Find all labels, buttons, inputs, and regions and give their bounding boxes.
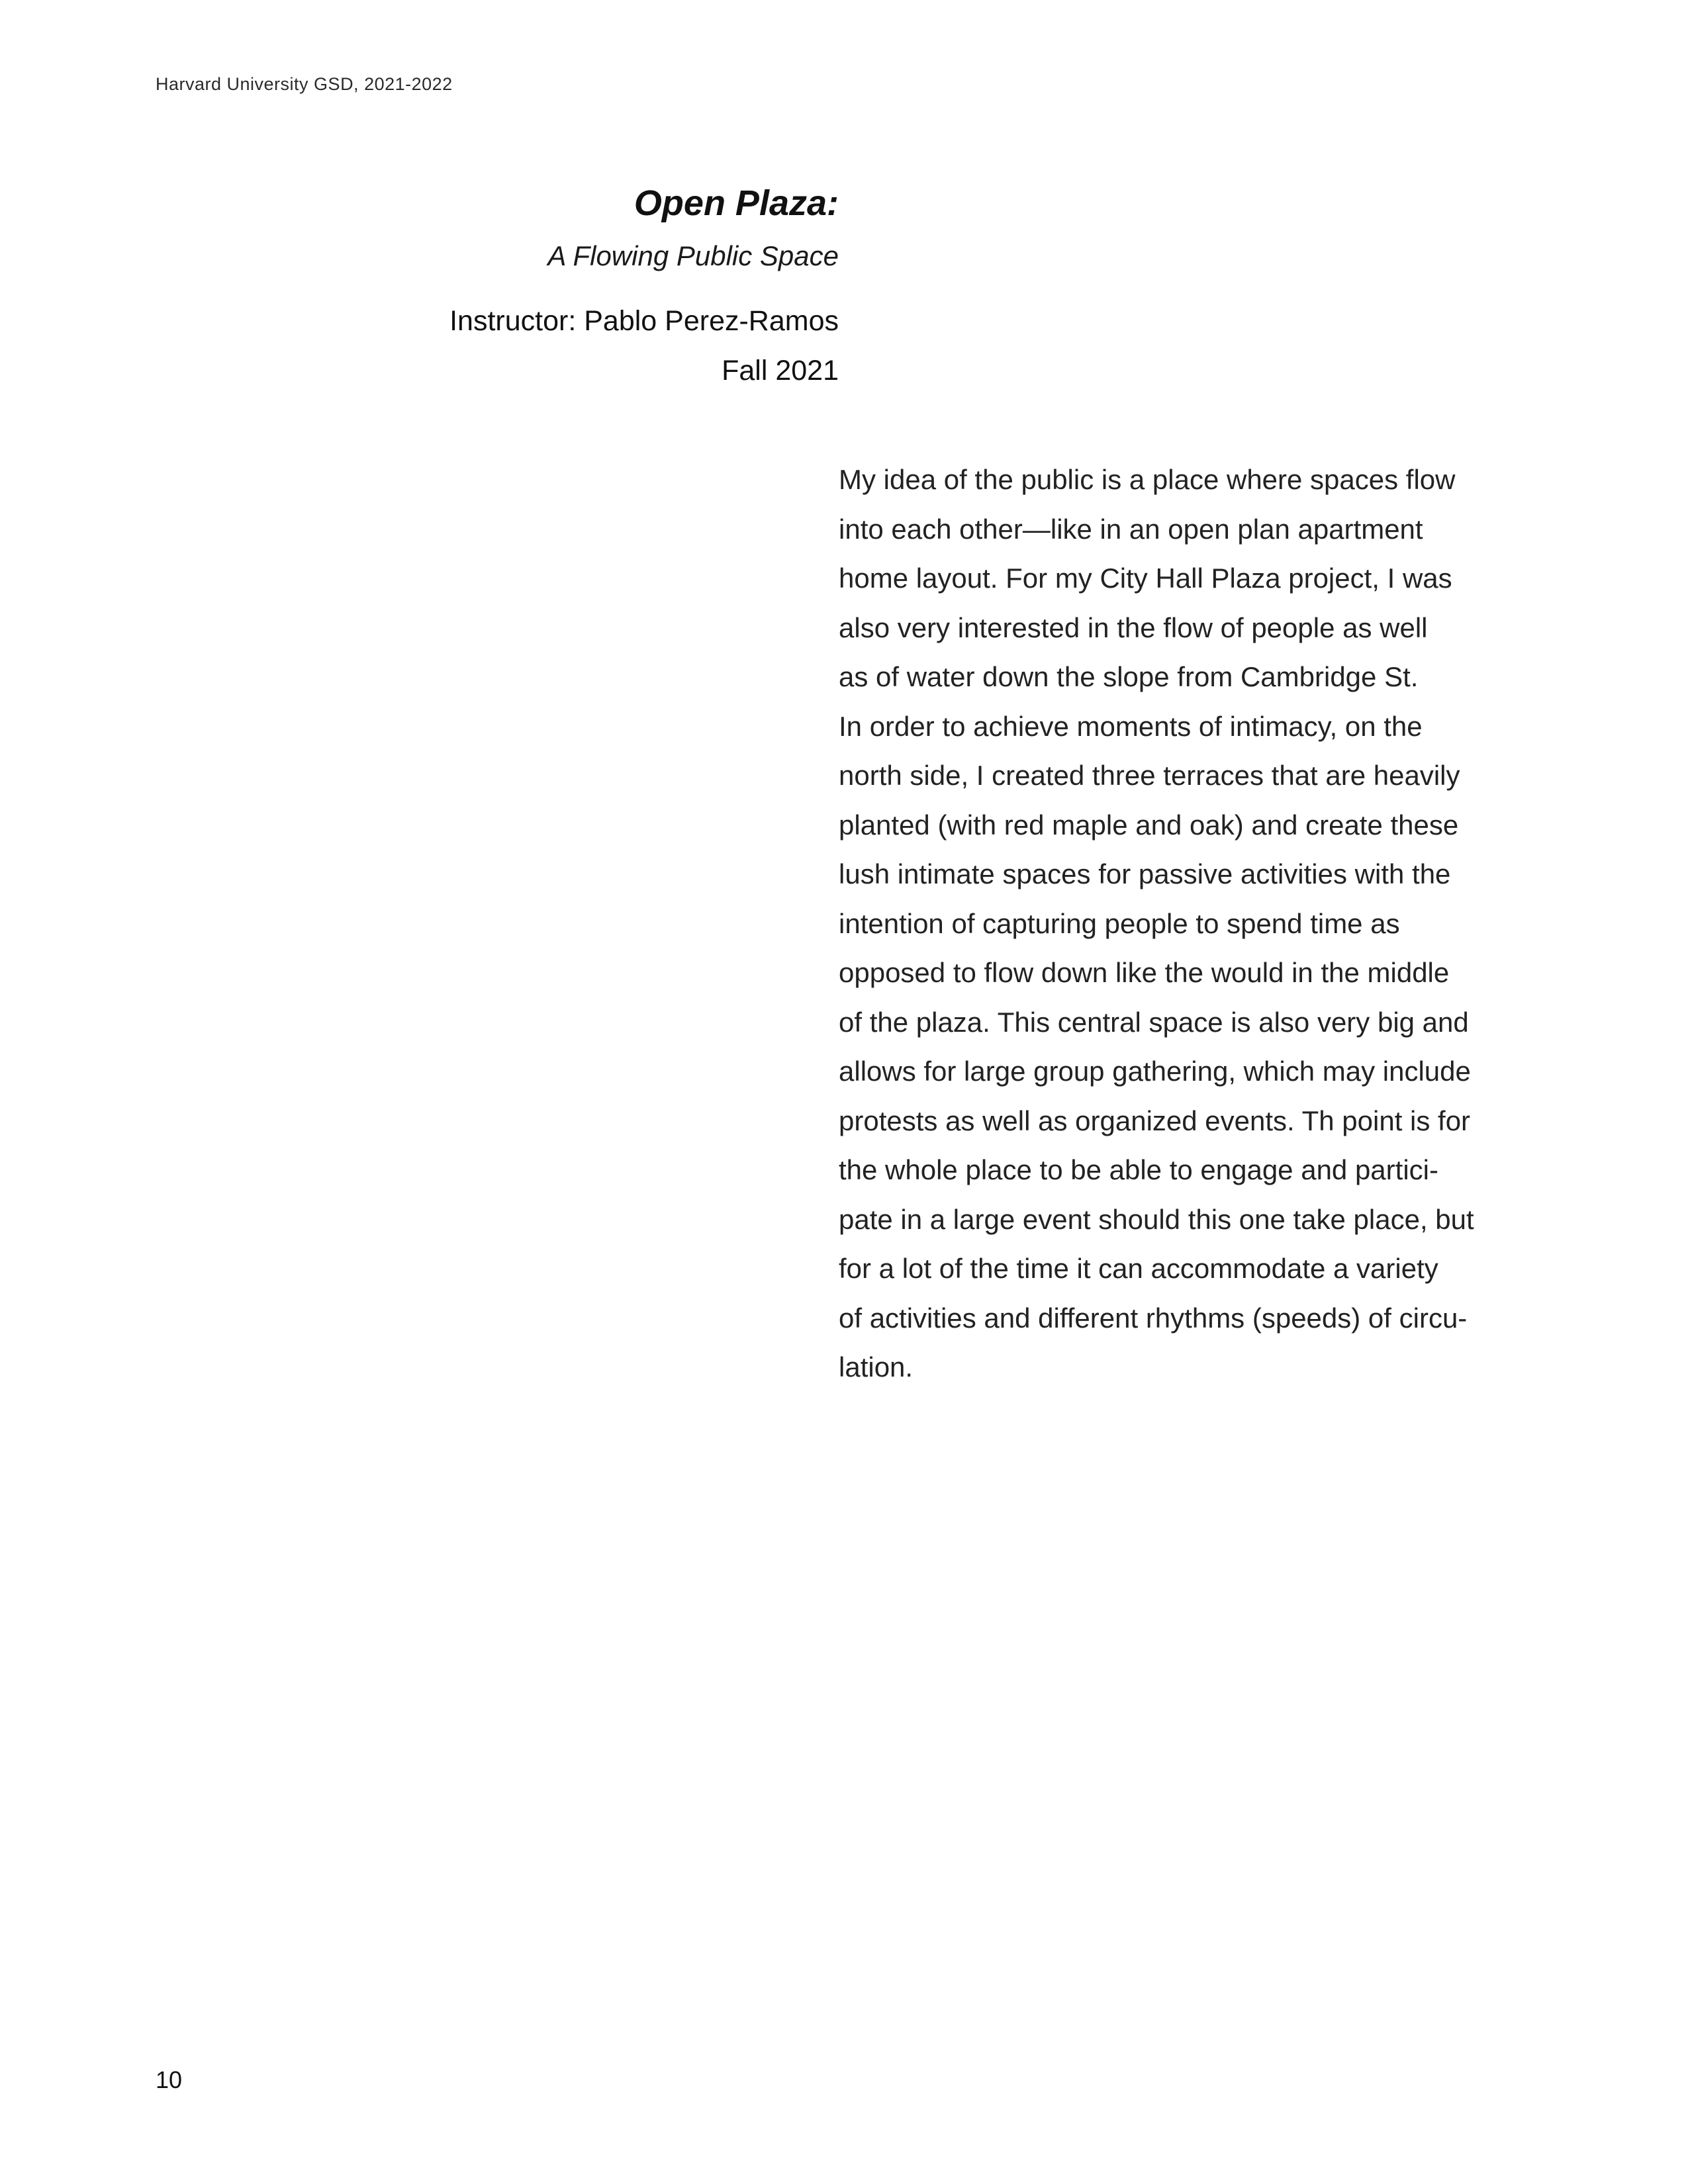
body-line: protests as well as organized events. Th point is for: [839, 1105, 1471, 1136]
body-line: of activities and different rhythms (speeds) of circu-: [839, 1302, 1468, 1334]
page-number: 10: [156, 2066, 183, 2093]
body-line: also very interested in the flow of people as well: [839, 612, 1428, 643]
project-title-block: [449, 185, 839, 385]
body-line: planted (with red maple and oak) and create these: [839, 809, 1459, 841]
body-line: home layout. For my City Hall Plaza project, I was: [839, 563, 1452, 594]
instructor-line: Instructor: Pablo Perez-Ramos: [449, 305, 839, 337]
body-line: into each other—like in an open plan apartment: [839, 513, 1423, 545]
project-title: Open Plaza:: [633, 183, 839, 223]
body-line: the whole place to be able to engage and partici-: [839, 1154, 1438, 1185]
body-line: My idea of the public is a place where spaces flow: [839, 464, 1456, 495]
body-line: of the plaza. This central space is also very big and: [839, 1006, 1469, 1038]
body-line: allows for large group gathering, which may include: [839, 1056, 1471, 1087]
body-line: intention of capturing people to spend time as: [839, 907, 1400, 939]
body-line: lush intimate spaces for passive activities with the: [839, 858, 1451, 889]
project-subtitle: A Flowing Public Space: [547, 240, 839, 271]
body-paragraph: [839, 455, 1554, 1392]
body-line: lation.: [839, 1351, 914, 1383]
body-line: opposed to flow down like the would in the middle: [839, 957, 1450, 988]
running-header: Harvard University GSD, 2021-2022: [156, 74, 453, 94]
body-line: pate in a large event should this one take place, but: [839, 1203, 1474, 1235]
body-line: for a lot of the time it can accommodate a variety: [839, 1253, 1438, 1284]
term-line: Fall 2021: [722, 355, 839, 387]
body-line: In order to achieve moments of intimacy, on the: [839, 710, 1423, 742]
body-line: north side, I created three terraces that are heavily: [839, 760, 1460, 791]
body-line: as of water down the slope from Cambridge St.: [839, 661, 1419, 692]
